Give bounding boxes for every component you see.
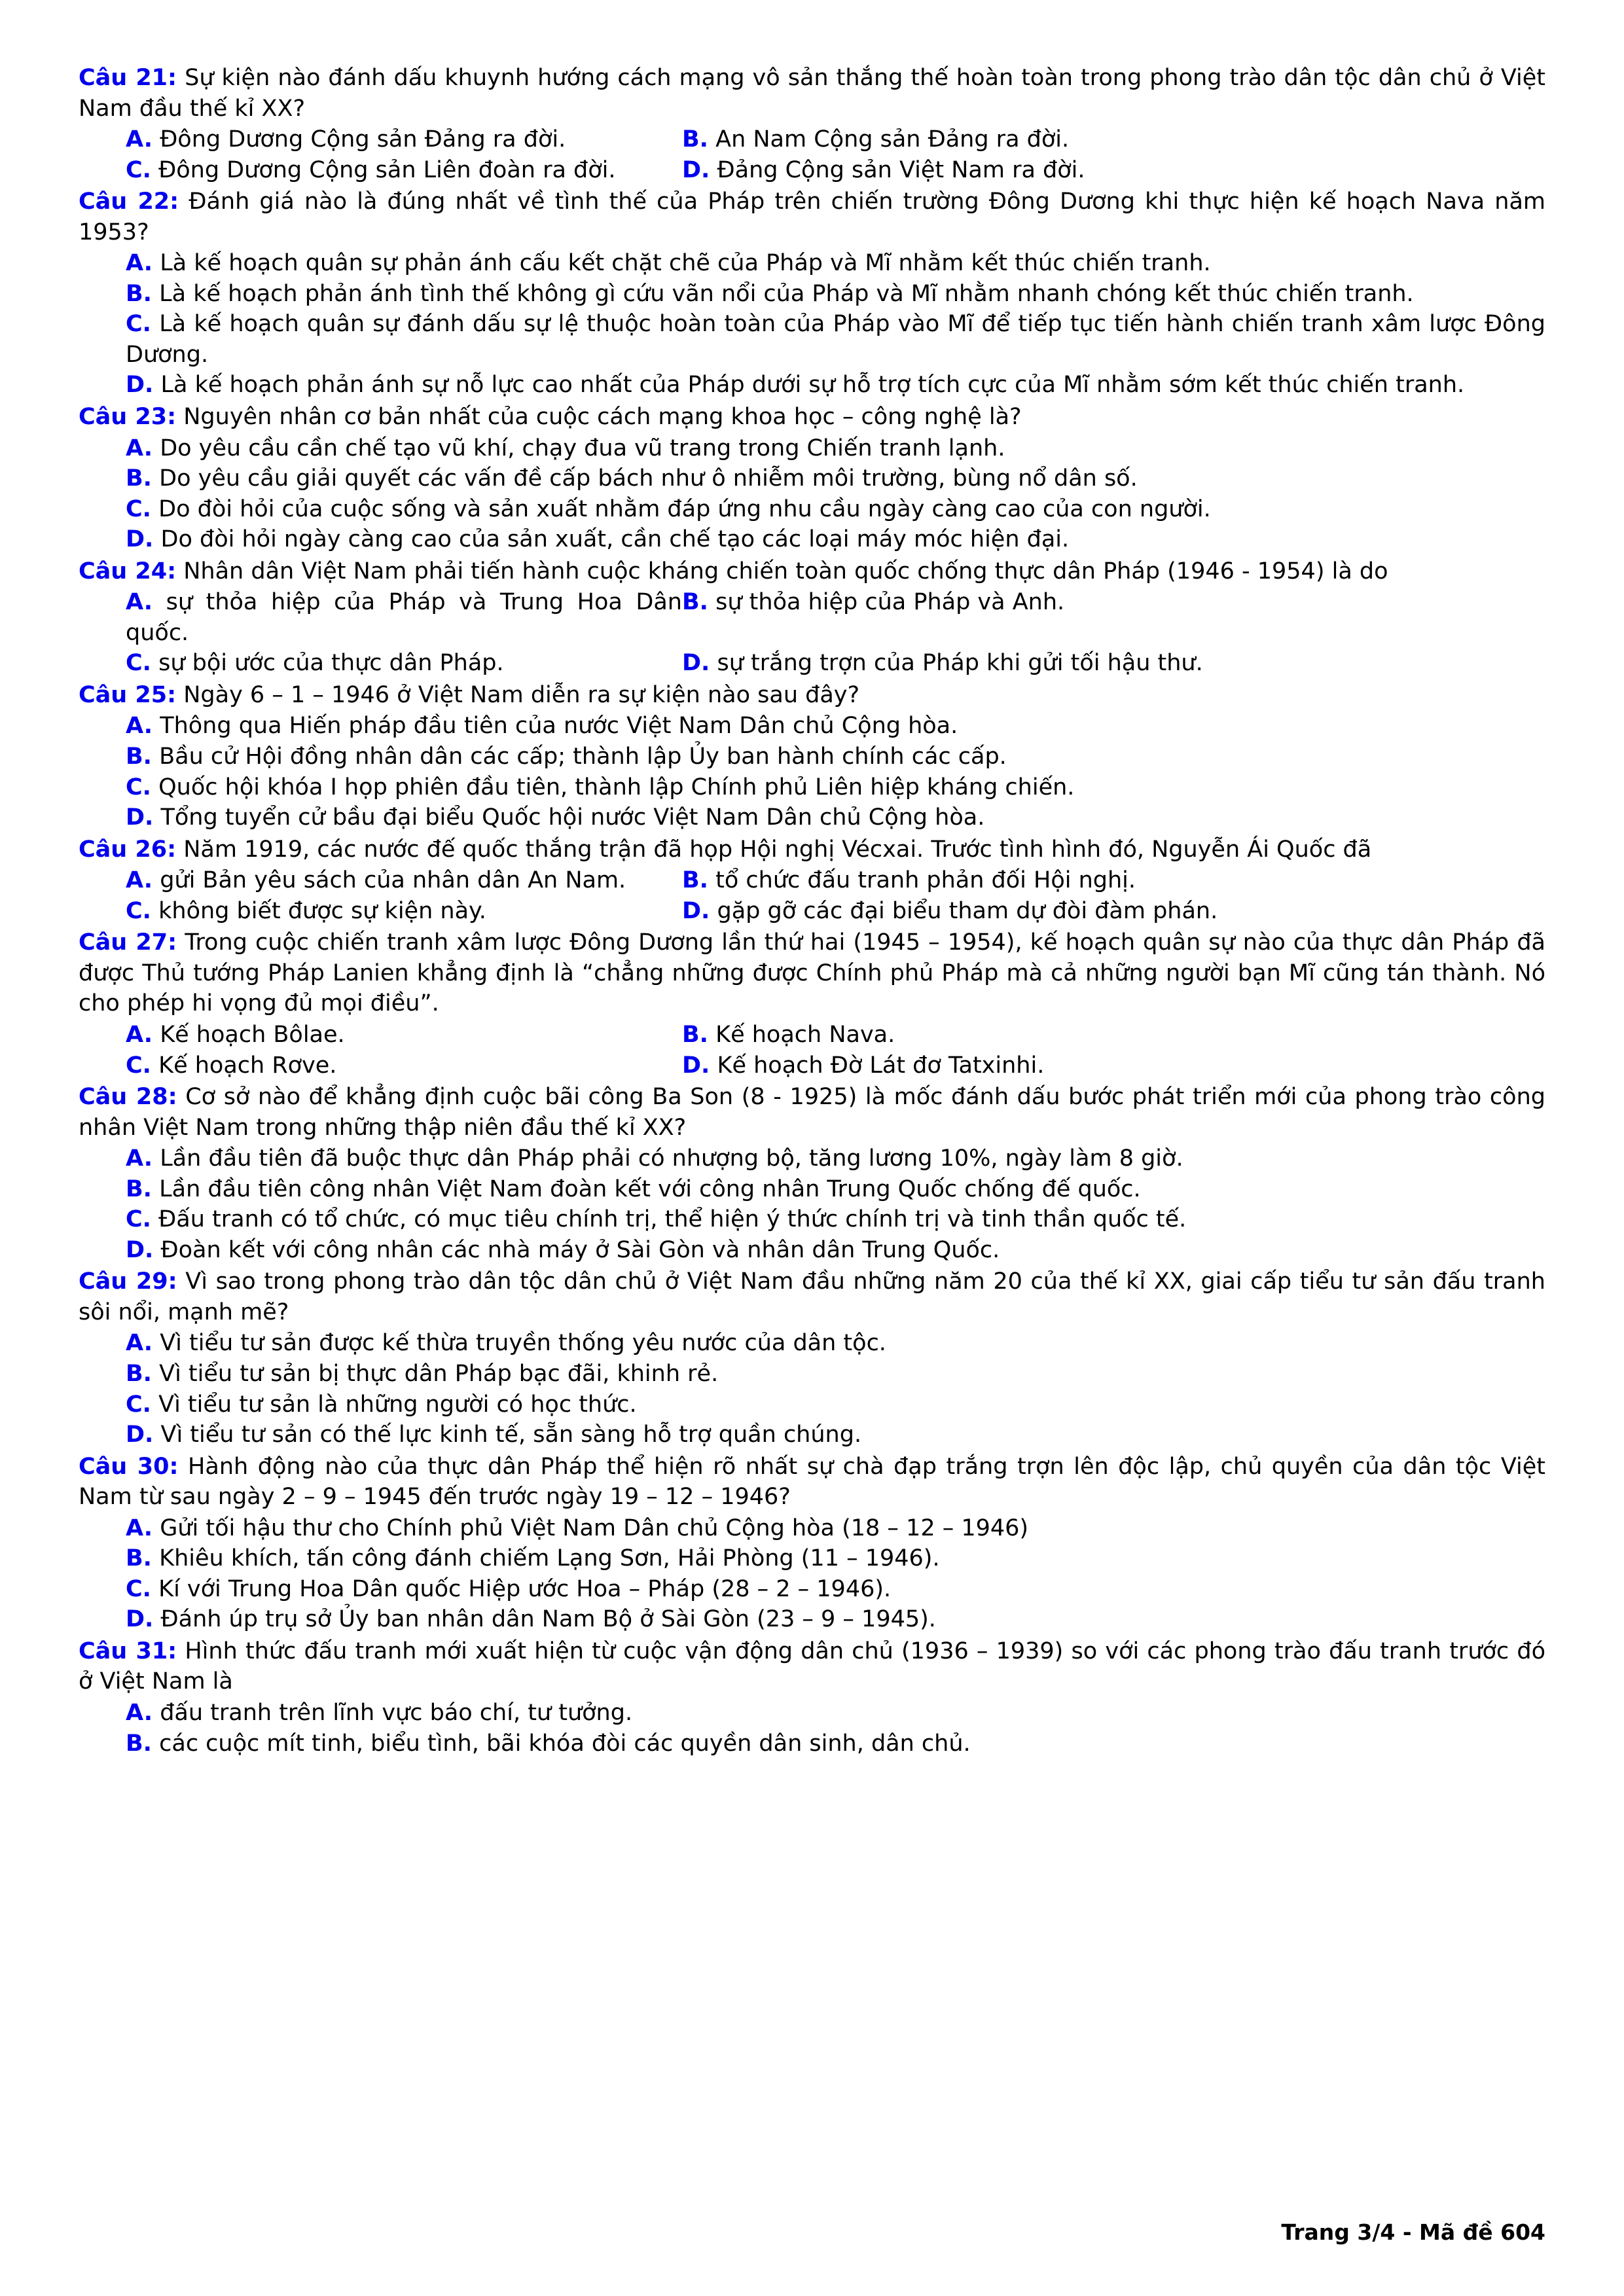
answer-option[interactable]: [79, 248, 1545, 279]
answer-option[interactable]: [79, 1543, 1545, 1574]
option-text: Thông qua Hiến pháp đầu tiên của nước Việt Nam Dân chủ Cộng hòa.: [160, 713, 958, 740]
answer-option[interactable]: [79, 433, 1545, 464]
question-stem: [79, 63, 1545, 124]
answer-option[interactable]: [79, 1698, 1545, 1729]
question-stem: [79, 402, 1545, 433]
option-letter: B.: [126, 744, 152, 770]
question-text: Cơ sở nào để khẳng định cuộc bãi công Ba Son (8 - 1925) là mốc đánh dấu bước phát triển mới của phong trào công nhân Việt Nam trong những thập niên đầu thế kỉ XX?: [79, 1084, 1545, 1141]
question-block: [79, 1266, 1545, 1450]
answer-option[interactable]: [126, 587, 682, 648]
option-letter: B.: [126, 1360, 152, 1387]
question-text: Hành động nào của thực dân Pháp thể hiện rõ nhất sự chà đạp trắng trợn lên độc lập, chủ quyền của dân tộc Việt Nam từ sau ngày 2 – 9 – 1945 đến trước ngày 19 – 12 – 1946?: [79, 1453, 1545, 1511]
question-stem: [79, 927, 1545, 1019]
answer-option[interactable]: [682, 865, 1245, 896]
option-letter: D.: [682, 156, 710, 183]
question-text: Nhân dân Việt Nam phải tiến hành cuộc kháng chiến toàn quốc chống thực dân Pháp (1946 - 1954) là do: [183, 558, 1388, 584]
option-text: Là kế hoạch quân sự phản ánh cấu kết chặt chẽ của Pháp và Mĩ nhằm kết thúc chiến tranh.: [160, 250, 1211, 277]
option-text: sự bội ước của thực dân Pháp.: [158, 650, 504, 677]
option-text: Kế hoạch Bôlae.: [160, 1021, 345, 1048]
option-letter: C.: [126, 1206, 151, 1233]
option-letter: A.: [126, 1021, 153, 1048]
option-text: Do đòi hỏi của cuộc sống và sản xuất nhằm đáp ứng nhu cầu ngày càng cao của con người.: [158, 495, 1211, 522]
question-number: Câu 28:: [79, 1084, 177, 1111]
option-text: Đông Dương Cộng sản Liên đoàn ra đời.: [158, 156, 616, 183]
question-text: Năm 1919, các nước đế quốc thắng trận đã họp Hội nghị Vécxai. Trước tình hình đó, Nguyễn Ái Quốc đã: [183, 836, 1372, 863]
question-stem: [79, 1636, 1545, 1697]
option-text: sự trắng trợn của Pháp khi gửi tối hậu thư.: [717, 650, 1203, 677]
answer-option[interactable]: [682, 124, 1245, 155]
option-text: Khiêu khích, tấn công đánh chiếm Lạng Sơn, Hải Phòng (11 – 1946).: [159, 1545, 940, 1572]
option-row: [79, 896, 1545, 927]
answer-option[interactable]: [126, 865, 682, 896]
option-text: An Nam Cộng sản Đảng ra đời.: [715, 126, 1070, 153]
option-text: Do đòi hỏi ngày càng cao của sản xuất, cần chế tạo các loại máy móc hiện đại.: [160, 526, 1070, 553]
question-block: [79, 1452, 1545, 1635]
question-block: [79, 1082, 1545, 1265]
option-letter: C.: [126, 897, 151, 924]
option-letter: D.: [126, 372, 154, 399]
option-letter: B.: [126, 280, 152, 307]
option-letter: A.: [126, 1145, 153, 1172]
answer-option[interactable]: [79, 494, 1545, 525]
option-text: Lần đầu tiên công nhân Việt Nam đoàn kết với công nhân Trung Quốc chống đế quốc.: [159, 1175, 1141, 1202]
question-text: Nguyên nhân cơ bản nhất của cuộc cách mạng khoa học – công nghệ là?: [183, 404, 1022, 431]
option-text: Là kế hoạch phản ánh tình thế không gì cứu vãn nổi của Pháp và Mĩ nhằm nhanh chóng kết thúc chiến tranh.: [159, 280, 1414, 307]
question-number: Câu 30:: [79, 1453, 179, 1480]
option-letter: A.: [126, 1699, 153, 1726]
option-row: [79, 1020, 1545, 1050]
question-text: Đánh giá nào là đúng nhất về tình thế của Pháp trên chiến trường Đông Dương khi thực hiện kế hoạch Nava năm 1953?: [79, 188, 1545, 245]
answer-option[interactable]: [79, 524, 1545, 555]
question-block: [79, 927, 1545, 1081]
option-letter: D.: [126, 1236, 154, 1263]
question-list: [79, 63, 1545, 1759]
question-block: [79, 402, 1545, 555]
answer-option[interactable]: [79, 1390, 1545, 1420]
option-letter: A.: [126, 713, 153, 740]
option-letter: D.: [682, 1052, 710, 1079]
option-row: [79, 124, 1545, 155]
option-letter: A.: [126, 867, 153, 894]
option-text: Là kế hoạch phản ánh sự nỗ lực cao nhất của Pháp dưới sự hỗ trợ tích cực của Mĩ nhằm sớm kết thúc chiến tranh.: [160, 372, 1465, 399]
option-text: Lần đầu tiên đã buộc thực dân Pháp phải có nhượng bộ, tăng lương 10%, ngày làm 8 giờ.: [160, 1145, 1183, 1172]
answer-option[interactable]: [682, 1050, 1245, 1081]
answer-option[interactable]: [682, 155, 1245, 186]
answer-option[interactable]: [79, 1235, 1545, 1266]
question-text: Vì sao trong phong trào dân tộc dân chủ ở Việt Nam đầu những năm 20 của thế kỉ XX, giai cấp tiểu tư sản đấu tranh sôi nổi, mạnh mẽ?: [79, 1268, 1545, 1325]
question-stem: [79, 1452, 1545, 1513]
question-stem: [79, 1266, 1545, 1327]
option-text: Quốc hội khóa I họp phiên đầu tiên, thành lập Chính phủ Liên hiệp kháng chiến.: [158, 774, 1075, 800]
option-text: Vì tiểu tư sản bị thực dân Pháp bạc đãi, khinh rẻ.: [159, 1360, 719, 1387]
answer-option[interactable]: [126, 648, 682, 679]
option-letter: A.: [126, 1330, 153, 1357]
option-letter: B.: [126, 1730, 152, 1757]
option-text: Do yêu cầu cần chế tạo vũ khí, chạy đua vũ trang trong Chiến tranh lạnh.: [160, 435, 1005, 461]
question-number: Câu 26:: [79, 836, 177, 863]
option-text: Kí với Trung Hoa Dân quốc Hiệp ước Hoa – Pháp (28 – 2 – 1946).: [158, 1575, 892, 1602]
answer-option[interactable]: [79, 309, 1545, 370]
option-row: [79, 1050, 1545, 1081]
question-stem: [79, 1082, 1545, 1143]
option-text: Đông Dương Cộng sản Đảng ra đời.: [160, 126, 566, 153]
answer-option[interactable]: [79, 1420, 1545, 1450]
option-letter: B.: [682, 867, 708, 894]
option-text: Vì tiểu tư sản là những người có học thức.: [158, 1391, 637, 1418]
option-text: Kế hoạch Nava.: [715, 1021, 895, 1048]
option-letter: B.: [682, 1021, 708, 1048]
question-number: Câu 22:: [79, 188, 179, 215]
page-footer: Trang 3/4 - Mã đề 604: [1281, 2219, 1545, 2245]
option-letter: C.: [126, 774, 151, 800]
question-block: [79, 1636, 1545, 1759]
question-number: Câu 29:: [79, 1268, 177, 1295]
option-text: Kế hoạch Đờ Lát đơ Tatxinhi.: [717, 1052, 1045, 1079]
question-stem: [79, 680, 1545, 711]
question-text: Hình thức đấu tranh mới xuất hiện từ cuộc vận động dân chủ (1936 – 1939) so với các phong trào đấu tranh trước đó ở Việt Nam là: [79, 1638, 1545, 1695]
answer-option[interactable]: [682, 648, 1245, 679]
option-letter: D.: [126, 804, 154, 831]
answer-option[interactable]: [79, 1204, 1545, 1235]
option-text: sự thỏa hiệp của Pháp và Anh.: [715, 589, 1065, 616]
option-letter: A.: [126, 250, 153, 277]
question-block: [79, 680, 1545, 833]
option-letter: C.: [126, 1575, 151, 1602]
option-letter: D.: [126, 1422, 154, 1448]
option-text: Kế hoạch Rơve.: [158, 1052, 337, 1079]
option-letter: B.: [126, 1175, 152, 1202]
answer-option[interactable]: [126, 124, 682, 155]
option-text: đấu tranh trên lĩnh vực báo chí, tư tưởng.: [160, 1699, 633, 1726]
question-number: Câu 27:: [79, 929, 177, 956]
option-row: [79, 865, 1545, 896]
question-block: [79, 63, 1545, 185]
answer-option[interactable]: [126, 896, 682, 927]
answer-option[interactable]: [126, 1020, 682, 1050]
answer-option[interactable]: [79, 1604, 1545, 1635]
answer-option[interactable]: [79, 742, 1545, 772]
option-letter: B.: [126, 465, 152, 492]
option-text: gặp gỡ các đại biểu tham dự đòi đàm phán.: [717, 897, 1218, 924]
answer-option[interactable]: [79, 1328, 1545, 1359]
question-number: Câu 24:: [79, 558, 177, 584]
option-letter: B.: [682, 126, 708, 153]
answer-option[interactable]: [79, 772, 1545, 803]
question-block: [79, 187, 1545, 401]
option-text: Đoàn kết với công nhân các nhà máy ở Sài Gòn và nhân dân Trung Quốc.: [160, 1236, 1000, 1263]
option-text: Đánh úp trụ sở Ủy ban nhân dân Nam Bộ ở Sài Gòn (23 – 9 – 1945).: [160, 1606, 936, 1633]
answer-option[interactable]: [126, 1050, 682, 1081]
answer-option[interactable]: [79, 711, 1545, 742]
option-text: gửi Bản yêu sách của nhân dân An Nam.: [160, 867, 626, 894]
option-text: sự thỏa hiệp của Pháp và Trung Hoa Dân quốc.: [126, 589, 682, 646]
option-letter: A.: [126, 126, 153, 153]
answer-option[interactable]: [682, 587, 1245, 648]
option-text: không biết được sự kiện này.: [158, 897, 486, 924]
answer-option[interactable]: [682, 1020, 1245, 1050]
question-text: Sự kiện nào đánh dấu khuynh hướng cách mạng vô sản thắng thế hoàn toàn trong phong trào dân tộc dân chủ ở Việt Nam đầu thế kỉ XX?: [79, 65, 1546, 122]
answer-option[interactable]: [79, 370, 1545, 401]
answer-option[interactable]: [79, 1174, 1545, 1205]
option-letter: A.: [126, 435, 153, 461]
option-letter: C.: [126, 1391, 151, 1418]
question-block: [79, 834, 1545, 927]
question-text: Ngày 6 – 1 – 1946 ở Việt Nam diễn ra sự kiện nào sau đây?: [183, 681, 860, 708]
question-block: [79, 556, 1545, 679]
option-letter: B.: [682, 589, 708, 616]
question-number: Câu 21:: [79, 65, 177, 91]
answer-option[interactable]: [79, 1574, 1545, 1605]
answer-option[interactable]: [79, 463, 1545, 494]
answer-option[interactable]: [79, 1729, 1545, 1759]
option-text: Gửi tối hậu thư cho Chính phủ Việt Nam Dân chủ Cộng hòa (18 – 12 – 1946): [160, 1515, 1029, 1541]
option-letter: D.: [682, 650, 710, 677]
option-text: Do yêu cầu giải quyết các vấn đề cấp bách như ô nhiễm môi trường, bùng nổ dân số.: [159, 465, 1138, 492]
answer-option[interactable]: [79, 802, 1545, 833]
option-text: Bầu cử Hội đồng nhân dân các cấp; thành lập Ủy ban hành chính các cấp.: [159, 744, 1007, 770]
option-text: Vì tiểu tư sản có thế lực kinh tế, sẵn sàng hỗ trợ quần chúng.: [160, 1422, 862, 1448]
option-letter: B.: [126, 1545, 152, 1572]
option-text: Vì tiểu tư sản được kế thừa truyền thống yêu nước của dân tộc.: [160, 1330, 886, 1357]
question-text: Trong cuộc chiến tranh xâm lược Đông Dương lần thứ hai (1945 – 1954), kế hoạch quân sự nào của thực dân Pháp đã được Thủ tướng Pháp Lanien khẳng định là “chẳng những được Chính phủ Pháp mà cả những người bạn Mĩ cũng tán thành. Nó cho phép hi vọng đủ mọi điều”.: [79, 929, 1545, 1017]
option-letter: C.: [126, 1052, 151, 1079]
option-letter: C.: [126, 495, 151, 522]
option-letter: C.: [126, 650, 151, 677]
answer-option[interactable]: [682, 896, 1245, 927]
answer-option[interactable]: [79, 1513, 1545, 1544]
option-row: [79, 648, 1545, 679]
question-stem: [79, 556, 1545, 587]
option-letter: C.: [126, 311, 151, 338]
option-row: [79, 587, 1545, 648]
question-number: Câu 31:: [79, 1638, 177, 1664]
option-text: tổ chức đấu tranh phản đối Hội nghị.: [715, 867, 1136, 894]
answer-option[interactable]: [126, 155, 682, 186]
option-text: Là kế hoạch quân sự đánh dấu sự lệ thuộc hoàn toàn của Pháp vào Mĩ để tiếp tục tiến hành chiến tranh xâm lược Đông Dương.: [126, 311, 1545, 368]
answer-option[interactable]: [79, 1359, 1545, 1390]
option-letter: D.: [126, 1606, 154, 1633]
option-letter: A.: [126, 1515, 153, 1541]
option-text: các cuộc mít tinh, biểu tình, bãi khóa đòi các quyền dân sinh, dân chủ.: [159, 1730, 971, 1757]
option-text: Đảng Cộng sản Việt Nam ra đời.: [717, 156, 1085, 183]
question-stem: [79, 834, 1545, 865]
option-letter: D.: [682, 897, 710, 924]
answer-option[interactable]: [79, 279, 1545, 310]
question-number: Câu 25:: [79, 681, 177, 708]
option-letter: D.: [126, 526, 154, 553]
question-stem: [79, 187, 1545, 247]
answer-option[interactable]: [79, 1143, 1545, 1174]
option-letter: A.: [126, 589, 153, 616]
option-row: [79, 155, 1545, 186]
option-letter: C.: [126, 156, 151, 183]
option-text: Đấu tranh có tổ chức, có mục tiêu chính trị, thể hiện ý thức chính trị và tinh thần quốc tế.: [158, 1206, 1187, 1233]
option-text: Tổng tuyển cử bầu đại biểu Quốc hội nước Việt Nam Dân chủ Cộng hòa.: [160, 804, 985, 831]
question-number: Câu 23:: [79, 404, 177, 431]
